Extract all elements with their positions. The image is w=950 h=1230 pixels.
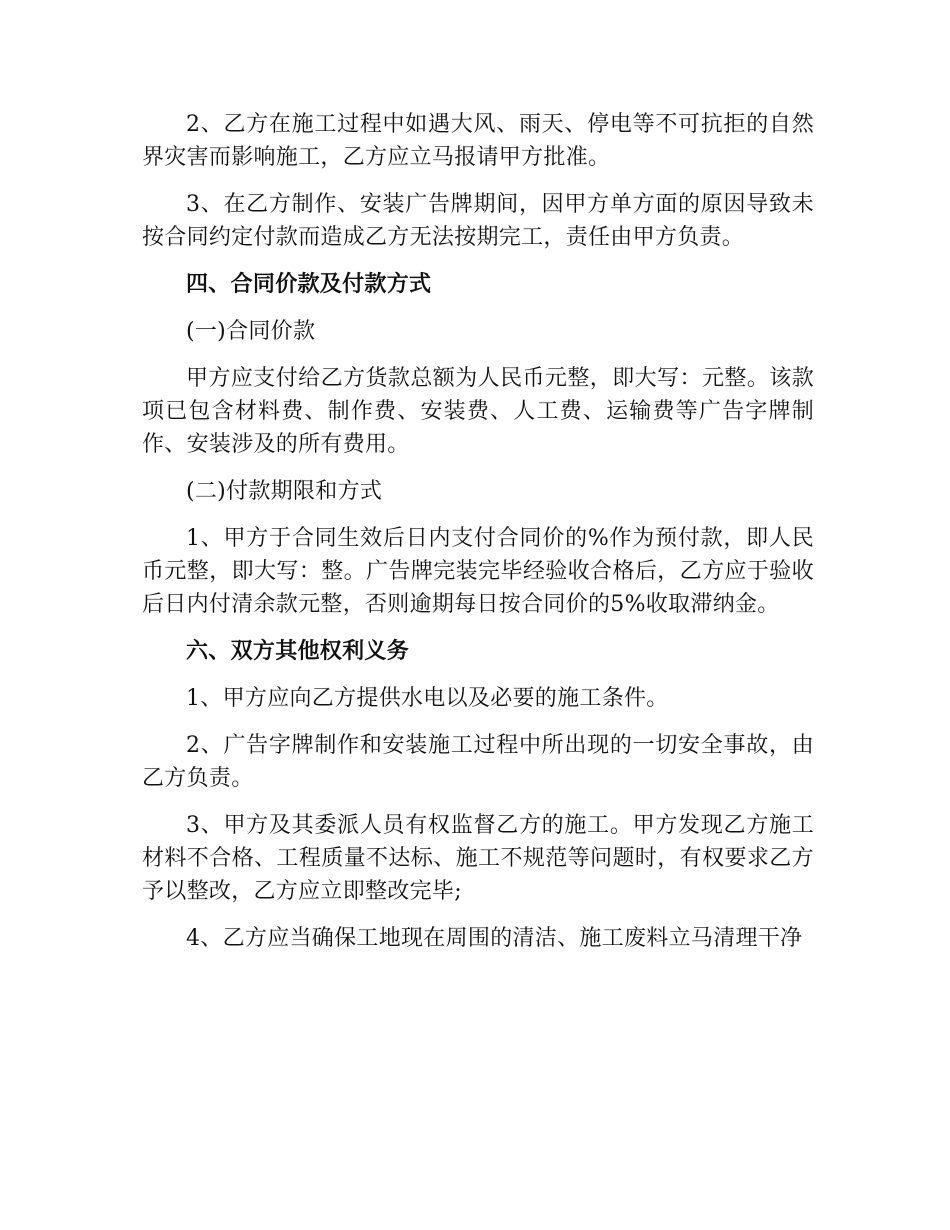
document-body — [142, 108, 814, 969]
subheading-contract-price: (一)合同价款 — [186, 319, 316, 344]
paragraph-payment-delay-liability: 3、在乙方制作、安装广告牌期间，因甲方单方面的原因导致未按合同约定付款而造成乙方无法按期完工，责任由甲方负责。 — [142, 192, 814, 250]
subheading-payment-terms: (二)付款期限和方式 — [186, 479, 383, 504]
paragraph-supervision: 3、甲方及其委派人员有权监督乙方的施工。甲方发现乙方施工材料不合格、工程质量不达标、施工不规范等问题时，有权要求乙方予以整改，乙方应立即整改完毕; — [142, 813, 814, 904]
paragraph-force-majeure: 2、乙方在施工过程中如遇大风、雨天、停电等不可抗拒的自然界灾害而影响施工，乙方应立马报请甲方批准。 — [142, 112, 814, 170]
section-heading-other-rights: 六、双方其他权利义务 — [186, 638, 410, 664]
paragraph-safety-liability: 2、广告字牌制作和安装施工过程中所出现的一切安全事故，由乙方负责。 — [142, 733, 814, 791]
paragraph-contract-amount: 甲方应支付给乙方货款总额为人民币元整，即大写：元整。该款项已包含材料费、制作费、安装费、人工费、运输费等广告字牌制作、安装涉及的所有费用。 — [142, 366, 814, 457]
paragraph-utilities: 1、甲方应向乙方提供水电以及必要的施工条件。 — [186, 686, 669, 711]
section-heading-contract-price: 四、合同价款及付款方式 — [186, 271, 432, 297]
paragraph-payment-schedule: 1、甲方于合同生效后日内支付合同价的%作为预付款，即人民币元整，即大写：整。广告牌完装完毕经验收合格后，乙方应于验收后日内付清余款元整，否则逾期每日按合同价的5%收取滞纳金。 — [142, 526, 814, 617]
paragraph-site-cleanliness: 4、乙方应当确保工地现在周围的清洁、施工废料立马清理干净 — [186, 926, 803, 951]
